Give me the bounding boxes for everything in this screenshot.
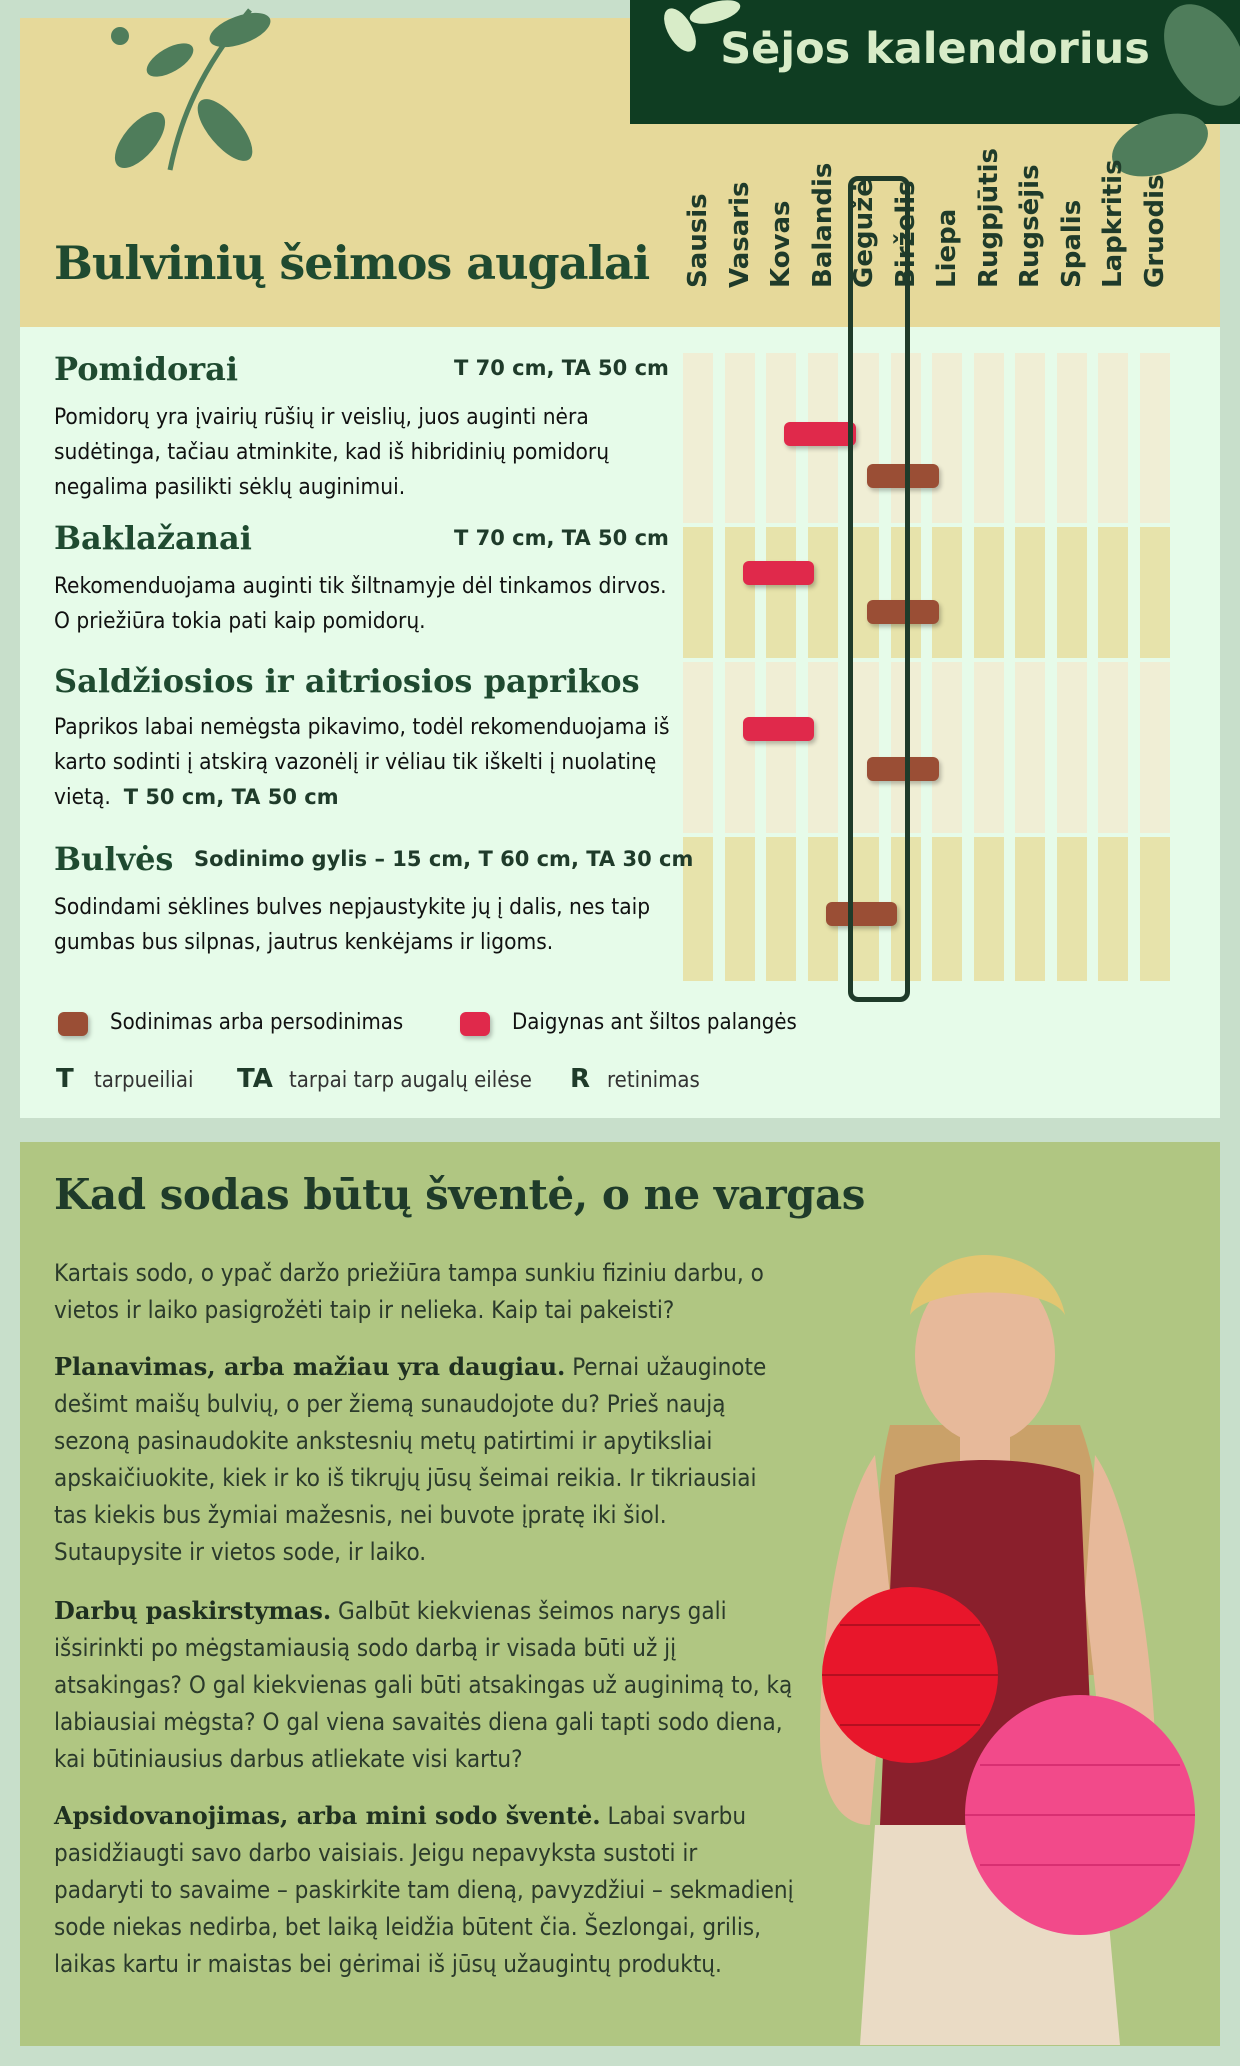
plant-name: Bulvės bbox=[54, 840, 174, 878]
calendar-cell bbox=[766, 662, 796, 833]
article-section-body: Pernai užauginote dešimt maišų bulvių, o per žiemą sunaudojote du? Prieš naują sezoną pasinaudokite ankstesnių metų patirtimi ir apytiksliai apskaičiuokite, kiek ir ko iš tikrųjų jūsų šeimai reikia. Ir tikriausiai tas kiekis bus žymiai mažesnis, nei buvote įpratę iki šiol. Sutaupysite ir vietos sode, ir laiko. bbox=[54, 1353, 767, 1566]
month-label bbox=[762, 0, 800, 318]
windowsill-legend-label: Daigynas ant šiltos palangės bbox=[512, 1010, 797, 1035]
calendar-cell bbox=[766, 527, 796, 658]
month-label-text: Liepa bbox=[932, 208, 962, 288]
calendar-cell bbox=[725, 837, 755, 981]
plant-name: Baklažanai bbox=[54, 519, 252, 557]
calendar-cell bbox=[1098, 662, 1128, 833]
article-section bbox=[54, 1797, 794, 1983]
calendar-cell bbox=[974, 837, 1004, 981]
calendar-cell bbox=[932, 837, 962, 981]
month-label-text: Spalis bbox=[1056, 199, 1087, 288]
calendar-cell bbox=[725, 527, 755, 658]
calendar-cell bbox=[974, 353, 1004, 523]
article-section-heading: Apsidovanojimas, arba mini sodo šventė. bbox=[54, 1801, 601, 1830]
page-title: Sėjos kalendorius bbox=[720, 24, 1150, 74]
calendar-cell bbox=[974, 662, 1004, 833]
plant-spec: T 70 cm, TA 50 cm bbox=[454, 356, 669, 380]
planting-legend-swatch bbox=[58, 1012, 88, 1036]
calendar-grid bbox=[675, 0, 1220, 1000]
calendar-cell bbox=[808, 662, 838, 833]
month-label bbox=[1094, 0, 1132, 318]
section-title: Bulvinių šeimos augalai bbox=[54, 236, 650, 290]
calendar-cell bbox=[1057, 662, 1087, 833]
calendar-cell bbox=[1015, 353, 1045, 523]
calendar-cell bbox=[683, 353, 713, 523]
calendar-cell bbox=[932, 353, 962, 523]
article-section bbox=[54, 1348, 794, 1571]
plant-spec: T 50 cm, TA 50 cm bbox=[123, 785, 339, 809]
article-section-heading: Darbų paskirstymas. bbox=[54, 1596, 332, 1625]
calendar-cell bbox=[766, 837, 796, 981]
calendar-cell bbox=[808, 527, 838, 658]
month-label-text: Balandis bbox=[807, 162, 838, 288]
windowsill-bar bbox=[784, 422, 856, 446]
windowsill-bar bbox=[743, 717, 815, 741]
month-label bbox=[928, 0, 966, 318]
article-section bbox=[54, 1592, 794, 1778]
calendar-cell bbox=[1140, 527, 1170, 658]
plant-name: Saldžiosios ir aitriosios paprikos bbox=[54, 662, 640, 700]
month-label-text: Rugpjūtis bbox=[973, 148, 1004, 288]
calendar-cell bbox=[974, 527, 1004, 658]
calendar-cell bbox=[1015, 527, 1045, 658]
calendar-cell bbox=[1098, 353, 1128, 523]
plant-description: Rekomenduojama auginti tik šiltnamyje dėl tinkamos dirvos. O priežiūra tokia pati kaip pomidorų. bbox=[54, 573, 667, 634]
month-label-text: Sausis bbox=[683, 193, 713, 288]
windowsill-bar bbox=[743, 561, 815, 585]
abbreviation-text: tarpai tarp augalų eilėse bbox=[289, 1068, 532, 1093]
abbreviation-key: T bbox=[56, 1064, 74, 1094]
calendar-cell bbox=[725, 662, 755, 833]
month-label bbox=[970, 0, 1008, 318]
abbreviation-key: R bbox=[570, 1064, 591, 1094]
article-section-body: Labai svarbu pasidžiaugti savo darbo vaisiais. Jeigu nepavyksta sustoti ir padaryti to savaime – paskirkite tam dieną, pavyzdžiui – sekmadienį sode niekas nedirba, bet laiką leidžia būtent čia. Šezlongai, grilis, laikas kartu ir maistas bei gėrimai iš jūsų užaugintų produktų. bbox=[54, 1802, 794, 1978]
woman-with-lanterns-photo bbox=[780, 1175, 1200, 2045]
plant-description: Pomidorų yra įvairių rūšių ir veislių, juos auginti nėra sudėtinga, tačiau atminkite, kad iš hibridinių pomidorų negalima pasilikti sėklų auginimui. bbox=[54, 404, 610, 500]
article-section-heading: Planavimas, arba mažiau yra daugiau. bbox=[54, 1352, 566, 1381]
month-label-text: Birželis bbox=[890, 180, 921, 288]
calendar-cell bbox=[932, 527, 962, 658]
month-label-text: Rugsėjis bbox=[1015, 164, 1045, 288]
plant-description: Sodindami sėklines bulves nepjaustykite jų į dalis, nes taip gumbas bus silpnas, jautrus kenkėjams ir ligoms. bbox=[54, 894, 651, 955]
plant-description-text: Paprikos labai nemėgsta pikavimo, todėl rekomenduojama iš karto sodinti į atskirą vazonėlį ir vėliau tik iškelti į nuolatinę vietą. bbox=[54, 714, 670, 810]
plant-spec: T 70 cm, TA 50 cm bbox=[454, 526, 669, 550]
calendar-cell bbox=[683, 527, 713, 658]
calendar-cell bbox=[1140, 662, 1170, 833]
month-label bbox=[721, 0, 759, 318]
abbreviation-key: TA bbox=[237, 1064, 273, 1094]
calendar-cell bbox=[683, 662, 713, 833]
abbreviation-text: tarpueiliai bbox=[94, 1068, 194, 1093]
article-intro: Kartais sodo, o ypač daržo priežiūra tampa sunkiu fiziniu darbu, o vietos ir laiko pasigrožėti taip ir nelieka. Kaip tai pakeisti? bbox=[54, 1259, 764, 1324]
month-label-text: Kovas bbox=[766, 200, 796, 288]
planting-legend-label: Sodinimas arba persodinimas bbox=[110, 1010, 404, 1035]
abbreviation-text: retinimas bbox=[607, 1068, 700, 1093]
calendar-cell bbox=[725, 353, 755, 523]
plant-description bbox=[54, 710, 674, 815]
windowsill-legend-swatch bbox=[460, 1012, 490, 1036]
calendar-cell bbox=[1057, 527, 1087, 658]
month-label-text: Gruodis bbox=[1139, 174, 1170, 288]
calendar-cell bbox=[1057, 353, 1087, 523]
calendar-cell bbox=[1057, 837, 1087, 981]
leaf-branch-icon bbox=[100, 0, 300, 180]
month-label bbox=[804, 0, 842, 318]
plant-spec: Sodinimo gylis – 15 cm, T 60 cm, TA 30 cm bbox=[194, 847, 694, 871]
article-section-body: Galbūt kiekvienas šeimos narys gali išsirinkti po mėgstamiausią sodo darbą ir visada būti už jį atsakingas? O gal kiekvienas gali būti atsakingas už auginimą to, ką labiausiai mėgsta? O gal viena savaitės diena gali tapti sodo diena, kai būtiniausius darbus atliekate visi kartu? bbox=[54, 1597, 793, 1773]
current-month-highlight bbox=[848, 176, 910, 1002]
calendar-cell bbox=[1098, 527, 1128, 658]
month-label bbox=[679, 0, 717, 318]
month-label-text: Lapkritis bbox=[1098, 159, 1128, 288]
month-label bbox=[1136, 0, 1174, 318]
plant-name: Pomidorai bbox=[54, 350, 239, 388]
calendar-cell bbox=[1140, 353, 1170, 523]
calendar-cell bbox=[1098, 837, 1128, 981]
article-title: Kad sodas būtų šventė, o ne vargas bbox=[54, 1170, 865, 1219]
month-label-text: Gegužė bbox=[849, 179, 879, 288]
calendar-cell bbox=[1015, 662, 1045, 833]
month-label bbox=[1011, 0, 1049, 318]
calendar-cell bbox=[932, 662, 962, 833]
calendar-cell bbox=[1140, 837, 1170, 981]
month-label-text: Vasaris bbox=[724, 181, 755, 288]
calendar-cell bbox=[1015, 837, 1045, 981]
month-label bbox=[1053, 0, 1091, 318]
